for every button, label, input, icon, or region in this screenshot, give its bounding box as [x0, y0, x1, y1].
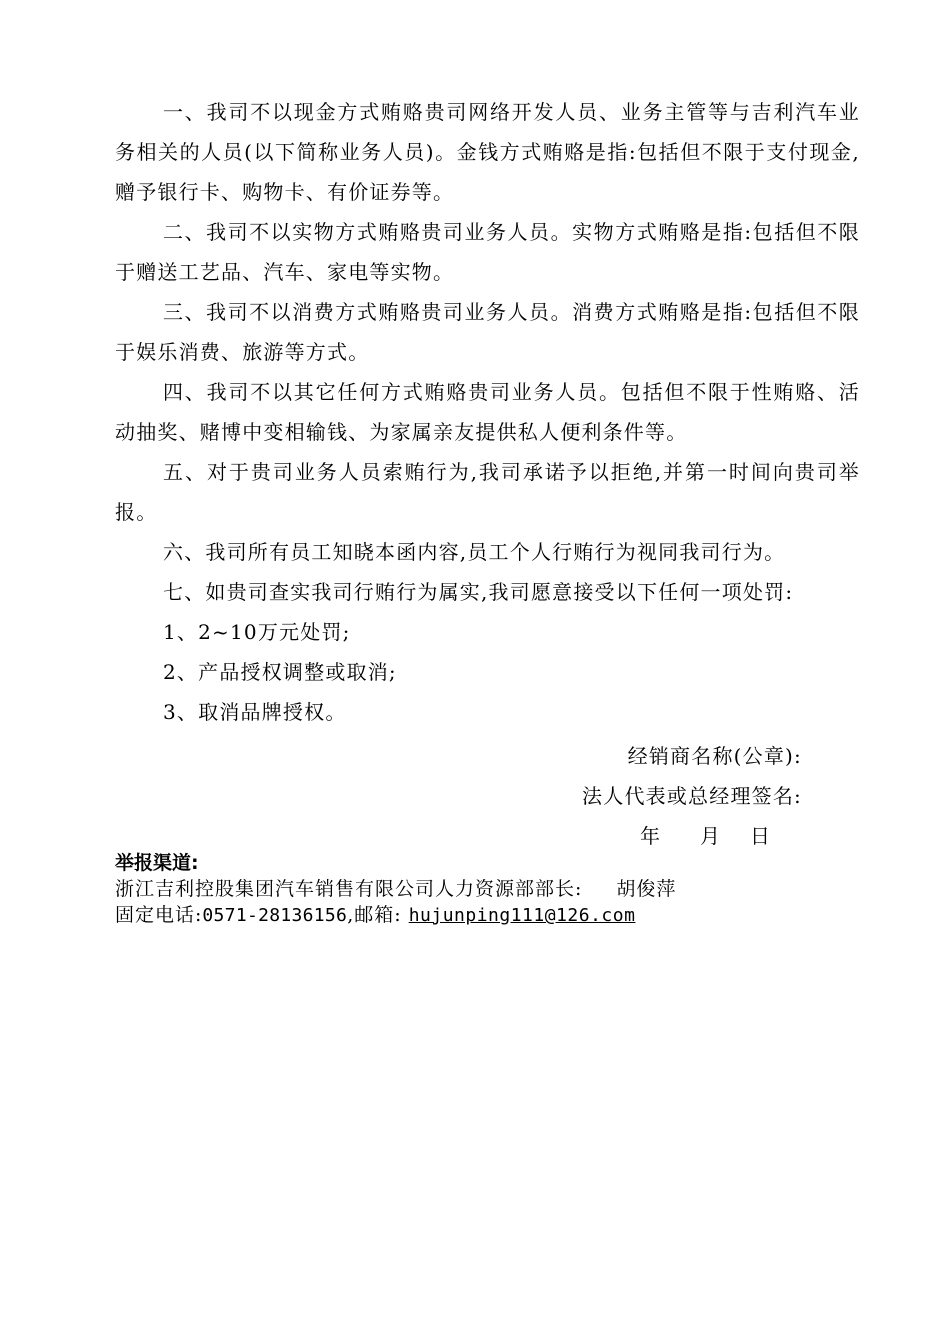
clause-6: 六、我司所有员工知晓本函内容,员工个人行贿行为视同我司行为。 [163, 540, 786, 564]
penalty-item-3: 3、取消品牌授权。 [163, 700, 347, 724]
report-contact [115, 876, 895, 902]
email-link[interactable]: hujunping111@126.com [408, 905, 636, 926]
clause-7: 七、如贵司查实我司行贿行为属实,我司愿意接受以下任何一项处罚: [163, 580, 794, 604]
penalty-item-1: 1、2~10万元处罚; [163, 620, 351, 644]
clause-1: 一、我司不以现金方式贿赂贵司网络开发人员、业务主管等与吉利汽车业务相关的人员(以下简称业务人员)。金钱方式贿赂是指:包括但不限于支付现金,赠予银行卡、购物卡、有价证券等。 [115, 100, 860, 204]
contact-name: 胡俊萍 [616, 878, 677, 900]
signature-block [115, 736, 860, 856]
email-label: ,邮箱: [347, 904, 402, 926]
report-phone-email [115, 902, 895, 929]
clause-4: 四、我司不以其它任何方式贿赂贵司业务人员。包括但不限于性贿赂、活动抽奖、赌博中变相输钱、为家属亲友提供私人便利条件等。 [115, 380, 860, 444]
clause-2: 二、我司不以实物方式贿赂贵司业务人员。实物方式贿赂是指:包括但不限于赠送工艺品、汽车、家电等实物。 [115, 220, 860, 284]
penalty-item-2: 2、产品授权调整或取消; [163, 660, 397, 684]
clause-5: 五、对于贵司业务人员索贿行为,我司承诺予以拒绝,并第一时间向贵司举报。 [115, 460, 860, 524]
contact-org: 浙江吉利控股集团汽车销售有限公司人力资源部部长: [115, 878, 583, 900]
report-title: 举报渠道: [115, 852, 199, 874]
phone-number: 0571-28136156 [202, 905, 348, 926]
date-month: 月 [700, 824, 720, 848]
date-year: 年 [640, 824, 660, 848]
clause-3: 三、我司不以消费方式贿赂贵司业务人员。消费方式贿赂是指:包括但不限于娱乐消费、旅游等方式。 [115, 300, 860, 364]
legal-rep-label: 法人代表或总经理签名: [582, 784, 802, 808]
letter-body [115, 92, 860, 856]
date-day: 日 [750, 824, 770, 848]
dealer-name-label: 经销商名称(公章): [627, 744, 802, 768]
phone-label: 固定电话: [115, 904, 203, 926]
report-channel [115, 850, 895, 929]
